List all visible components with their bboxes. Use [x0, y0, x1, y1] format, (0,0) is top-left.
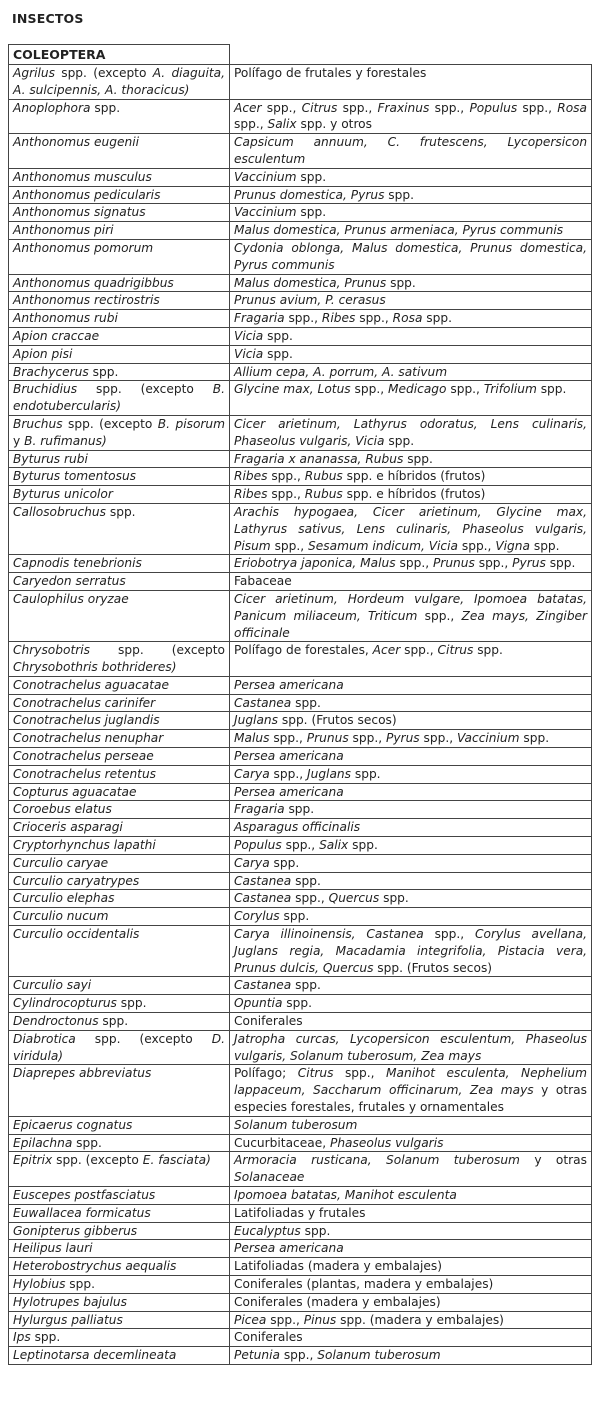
pest-name-cell: Hylurgus palliatus	[9, 1311, 230, 1329]
pest-name-cell: Anthonomus signatus	[9, 204, 230, 222]
table-row	[9, 1134, 592, 1152]
table-row	[9, 274, 592, 292]
table-row	[9, 1275, 592, 1293]
table-row	[9, 1116, 592, 1134]
pest-name-cell: Euscepes postfasciatus	[9, 1187, 230, 1205]
host-plants-cell: Coniferales (madera y embalajes)	[230, 1293, 592, 1311]
pest-name-cell: Coroebus elatus	[9, 801, 230, 819]
host-plants-cell: Coniferales	[230, 1013, 592, 1031]
table-row	[9, 65, 592, 100]
table-row	[9, 1329, 592, 1347]
pest-name-cell: Cylindrocopturus spp.	[9, 995, 230, 1013]
pest-name-cell: Conotrachelus nenuphar	[9, 730, 230, 748]
host-plants-cell: Persea americana	[230, 1240, 592, 1258]
pest-name-cell: Hylotrupes bajulus	[9, 1293, 230, 1311]
host-plants-cell: Juglans spp. (Frutos secos)	[230, 712, 592, 730]
pest-name-cell: Anthonomus rectirostris	[9, 292, 230, 310]
pest-name-cell: Capnodis tenebrionis	[9, 555, 230, 573]
host-plants-cell: Ribes spp., Rubus spp. e híbridos (frutos)	[230, 486, 592, 504]
host-plants-cell: Carya spp., Juglans spp.	[230, 765, 592, 783]
host-plants-cell: Cucurbitaceae, Phaseolus vulgaris	[230, 1134, 592, 1152]
host-plants-cell: Persea americana	[230, 783, 592, 801]
table-row	[9, 676, 592, 694]
table-row	[9, 926, 592, 977]
pest-name-cell: Anthonomus quadrigibbus	[9, 274, 230, 292]
table-row	[9, 995, 592, 1013]
table-row	[9, 977, 592, 995]
pest-name-cell: Curculio occidentalis	[9, 926, 230, 977]
pest-name-cell: Copturus aguacatae	[9, 783, 230, 801]
pest-name-cell: Conotrachelus aguacatae	[9, 676, 230, 694]
table-row	[9, 1222, 592, 1240]
host-plants-cell: Ribes spp., Rubus spp. e híbridos (frutos)	[230, 468, 592, 486]
host-plants-cell: Armoracia rusticana, Solanum tuberosum y otras Solanaceae	[230, 1152, 592, 1187]
table-row	[9, 872, 592, 890]
table-row	[9, 837, 592, 855]
pest-name-cell: Epicaerus cognatus	[9, 1116, 230, 1134]
host-plants-cell: Malus domestica, Prunus spp.	[230, 274, 592, 292]
table-row	[9, 1204, 592, 1222]
host-plants-cell: Populus spp., Salix spp.	[230, 837, 592, 855]
pest-name-cell: Leptinotarsa decemlineata	[9, 1347, 230, 1365]
host-plants-cell: Malus domestica, Prunus armeniaca, Pyrus communis	[230, 222, 592, 240]
pest-name-cell: Epitrix spp. (excepto E. fasciata)	[9, 1152, 230, 1187]
pest-table-container	[8, 44, 592, 1365]
table-row	[9, 239, 592, 274]
host-plants-cell: Castanea spp.	[230, 872, 592, 890]
table-row	[9, 310, 592, 328]
host-plants-cell: Castanea spp., Quercus spp.	[230, 890, 592, 908]
host-plants-cell: Allium cepa, A. porrum, A. sativum	[230, 363, 592, 381]
pest-name-cell: Anoplophora spp.	[9, 99, 230, 134]
pest-name-cell: Apion pisi	[9, 345, 230, 363]
host-plants-cell: Solanum tuberosum	[230, 1116, 592, 1134]
pest-name-cell: Byturus tomentosus	[9, 468, 230, 486]
table-row	[9, 765, 592, 783]
table-row	[9, 573, 592, 591]
table-row	[9, 1311, 592, 1329]
pest-host-table	[8, 64, 592, 1365]
table-row	[9, 748, 592, 766]
pest-name-cell: Cryptorhynchus lapathi	[9, 837, 230, 855]
pest-name-cell: Curculio sayi	[9, 977, 230, 995]
table-row	[9, 381, 592, 416]
host-plants-cell: Petunia spp., Solanum tuberosum	[230, 1347, 592, 1365]
pest-name-cell: Caryedon serratus	[9, 573, 230, 591]
pest-name-cell: Brachycerus spp.	[9, 363, 230, 381]
table-row	[9, 327, 592, 345]
host-plants-cell: Cicer arietinum, Lathyrus odoratus, Lens culinaris, Phaseolus vulgaris, Vicia spp.	[230, 415, 592, 450]
pest-name-cell: Curculio caryae	[9, 854, 230, 872]
host-plants-cell: Picea spp., Pinus spp. (madera y embalajes)	[230, 1311, 592, 1329]
table-row	[9, 1293, 592, 1311]
table-row	[9, 801, 592, 819]
table-row	[9, 642, 592, 677]
host-plants-cell: Coniferales (plantas, madera y embalajes)	[230, 1275, 592, 1293]
table-row	[9, 292, 592, 310]
table-row	[9, 1240, 592, 1258]
table-row	[9, 503, 592, 554]
host-plants-cell: Prunus domestica, Pyrus spp.	[230, 186, 592, 204]
table-row	[9, 819, 592, 837]
host-plants-cell: Latifoliadas (madera y embalajes)	[230, 1258, 592, 1276]
pest-name-cell: Anthonomus pomorum	[9, 239, 230, 274]
host-plants-cell: Glycine max, Lotus spp., Medicago spp., Trifolium spp.	[230, 381, 592, 416]
host-plants-cell: Arachis hypogaea, Cicer arietinum, Glycine max, Lathyrus sativus, Lens culinaris, Phaseolus vulgaris, Pisum spp., Sesamum indicum, Vicia spp., Vigna spp.	[230, 503, 592, 554]
pest-name-cell: Crioceris asparagi	[9, 819, 230, 837]
pest-name-cell: Callosobruchus spp.	[9, 503, 230, 554]
table-row	[9, 1152, 592, 1187]
host-plants-cell: Castanea spp.	[230, 694, 592, 712]
host-plants-cell: Opuntia spp.	[230, 995, 592, 1013]
host-plants-cell: Acer spp., Citrus spp., Fraxinus spp., Populus spp., Rosa spp., Salix spp. y otros	[230, 99, 592, 134]
pest-name-cell: Epilachna spp.	[9, 1134, 230, 1152]
pest-name-cell: Conotrachelus carinifer	[9, 694, 230, 712]
pest-name-cell: Conotrachelus retentus	[9, 765, 230, 783]
pest-name-cell: Bruchus spp. (excepto B. pisorum y B. rufimanus)	[9, 415, 230, 450]
host-plants-cell: Carya illinoinensis, Castanea spp., Corylus avellana, Juglans regia, Macadamia integrifolia, Pistacia vera, Prunus dulcis, Quercus spp. (Frutos secos)	[230, 926, 592, 977]
host-plants-cell: Vaccinium spp.	[230, 204, 592, 222]
pest-name-cell: Conotrachelus juglandis	[9, 712, 230, 730]
pest-name-cell: Byturus unicolor	[9, 486, 230, 504]
pest-name-cell: Heilipus lauri	[9, 1240, 230, 1258]
pest-name-cell: Diaprepes abbreviatus	[9, 1065, 230, 1116]
table-row	[9, 450, 592, 468]
host-plants-cell: Carya spp.	[230, 854, 592, 872]
pest-name-cell: Anthonomus piri	[9, 222, 230, 240]
table-row	[9, 486, 592, 504]
pest-name-cell: Curculio caryatrypes	[9, 872, 230, 890]
host-plants-cell: Coniferales	[230, 1329, 592, 1347]
pest-name-cell: Anthonomus musculus	[9, 168, 230, 186]
table-row	[9, 363, 592, 381]
table-row	[9, 415, 592, 450]
host-plants-cell: Ipomoea batatas, Manihot esculenta	[230, 1187, 592, 1205]
pest-name-cell: Anthonomus eugenii	[9, 134, 230, 169]
host-plants-cell: Eriobotrya japonica, Malus spp., Prunus spp., Pyrus spp.	[230, 555, 592, 573]
host-plants-cell: Fragaria spp.	[230, 801, 592, 819]
table-row	[9, 590, 592, 641]
table-row	[9, 99, 592, 134]
pest-name-cell: Chrysobotris spp. (excepto Chrysobothris bothrideres)	[9, 642, 230, 677]
table-row	[9, 555, 592, 573]
section-heading: INSECTOS	[12, 11, 84, 26]
table-row	[9, 204, 592, 222]
pest-name-cell: Caulophilus oryzae	[9, 590, 230, 641]
table-row	[9, 1065, 592, 1116]
pest-name-cell: Agrilus spp. (excepto A. diaguita, A. sulcipennis, A. thoracicus)	[9, 65, 230, 100]
table-row	[9, 1187, 592, 1205]
table-row	[9, 168, 592, 186]
table-row	[9, 730, 592, 748]
table-row	[9, 468, 592, 486]
host-plants-cell: Vicia spp.	[230, 345, 592, 363]
host-plants-cell: Castanea spp.	[230, 977, 592, 995]
host-plants-cell: Capsicum annuum, C. frutescens, Lycopersicon esculentum	[230, 134, 592, 169]
pest-name-cell: Hylobius spp.	[9, 1275, 230, 1293]
host-plants-cell: Vaccinium spp.	[230, 168, 592, 186]
table-row	[9, 712, 592, 730]
host-plants-cell: Persea americana	[230, 676, 592, 694]
pest-name-cell: Diabrotica spp. (excepto D. viridula)	[9, 1030, 230, 1065]
host-plants-cell: Jatropha curcas, Lycopersicon esculentum, Phaseolus vulgaris, Solanum tuberosum, Zea mays	[230, 1030, 592, 1065]
table-row	[9, 1347, 592, 1365]
host-plants-cell: Polífago de forestales, Acer spp., Citrus spp.	[230, 642, 592, 677]
table-row	[9, 345, 592, 363]
host-plants-cell: Polífago; Citrus spp., Manihot esculenta, Nephelium lappaceum, Saccharum officinarum, Zea mays y otras especies forestales, frutales y ornamentales	[230, 1065, 592, 1116]
pest-name-cell: Curculio elephas	[9, 890, 230, 908]
host-plants-cell: Malus spp., Prunus spp., Pyrus spp., Vaccinium spp.	[230, 730, 592, 748]
table-row	[9, 890, 592, 908]
table-row	[9, 1258, 592, 1276]
host-plants-cell: Vicia spp.	[230, 327, 592, 345]
host-plants-cell: Latifoliadas y frutales	[230, 1204, 592, 1222]
host-plants-cell: Prunus avium, P. cerasus	[230, 292, 592, 310]
pest-name-cell: Byturus rubi	[9, 450, 230, 468]
pest-name-cell: Curculio nucum	[9, 908, 230, 926]
host-plants-cell: Fragaria x ananassa, Rubus spp.	[230, 450, 592, 468]
pest-name-cell: Bruchidius spp. (excepto B. endotubercularis)	[9, 381, 230, 416]
host-plants-cell: Polífago de frutales y forestales	[230, 65, 592, 100]
table-row	[9, 1013, 592, 1031]
host-plants-cell: Corylus spp.	[230, 908, 592, 926]
pest-name-cell: Dendroctonus spp.	[9, 1013, 230, 1031]
pest-name-cell: Apion craccae	[9, 327, 230, 345]
host-plants-cell: Eucalyptus spp.	[230, 1222, 592, 1240]
table-row	[9, 186, 592, 204]
host-plants-cell: Fragaria spp., Ribes spp., Rosa spp.	[230, 310, 592, 328]
table-row	[9, 1030, 592, 1065]
table-row	[9, 908, 592, 926]
order-header: COLEOPTERA	[8, 44, 230, 64]
host-plants-cell: Fabaceae	[230, 573, 592, 591]
table-row	[9, 134, 592, 169]
pest-name-cell: Gonipterus gibberus	[9, 1222, 230, 1240]
pest-name-cell: Heterobostrychus aequalis	[9, 1258, 230, 1276]
host-plants-cell: Cydonia oblonga, Malus domestica, Prunus domestica, Pyrus communis	[230, 239, 592, 274]
pest-name-cell: Ips spp.	[9, 1329, 230, 1347]
pest-name-cell: Anthonomus rubi	[9, 310, 230, 328]
pest-name-cell: Anthonomus pedicularis	[9, 186, 230, 204]
table-row	[9, 783, 592, 801]
host-plants-cell: Asparagus officinalis	[230, 819, 592, 837]
host-plants-cell: Persea americana	[230, 748, 592, 766]
pest-name-cell: Conotrachelus perseae	[9, 748, 230, 766]
table-row	[9, 694, 592, 712]
pest-name-cell: Euwallacea formicatus	[9, 1204, 230, 1222]
host-plants-cell: Cicer arietinum, Hordeum vulgare, Ipomoea batatas, Panicum miliaceum, Triticum spp., Zea mays, Zingiber officinale	[230, 590, 592, 641]
table-row	[9, 854, 592, 872]
table-row	[9, 222, 592, 240]
